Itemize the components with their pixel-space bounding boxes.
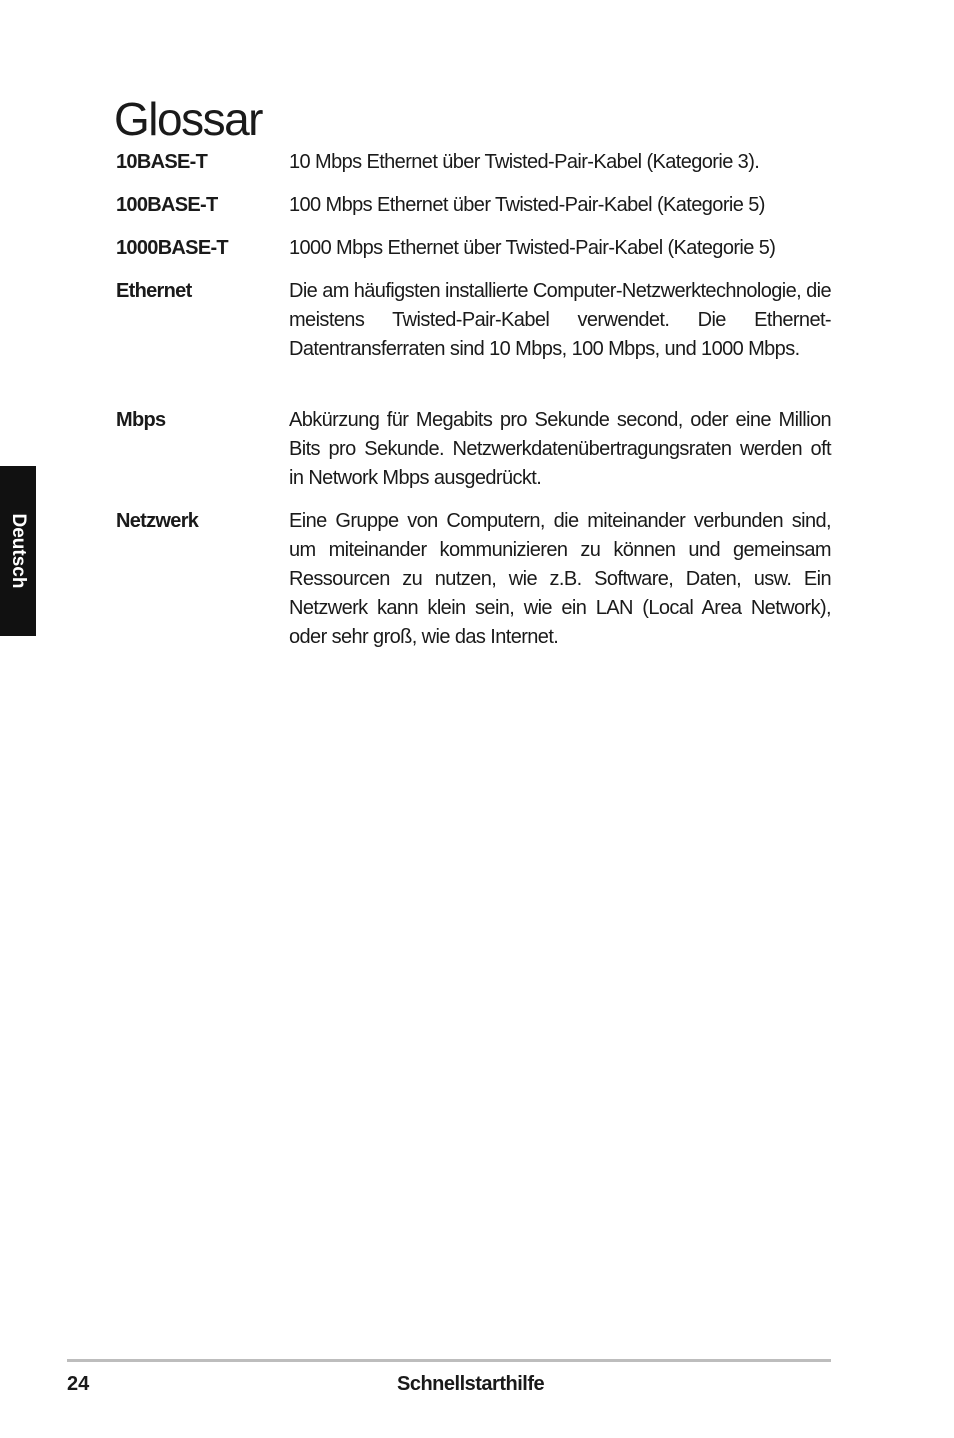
- glossary-definition: Die am häufigsten installierte Computer-Netzwerktechnologie, die meistens Twisted-Pair-Kabel verwendet. Die Ethernet-Datentransferraten sind 10 Mbps, 100 Mbps, und 1000 Mbps.: [289, 280, 831, 360]
- page-title: Glossar: [114, 93, 262, 145]
- glossary-term: Netzwerk: [116, 510, 199, 532]
- glossary-definition: 1000 Mbps Ethernet über Twisted-Pair-Kabel (Kategorie 5): [289, 237, 776, 259]
- glossary-entry-100base-t: [116, 191, 832, 234]
- glossary-term: 1000BASE-T: [116, 237, 228, 259]
- glossary-definition: Eine Gruppe von Computern, die miteinander verbunden sind, um miteinander kommunizieren zu können und gemeinsam Ressourcen zu nutzen, wie z.B. Software, Daten, usw. Ein Netzwerk kann klein sein, wie ein LAN (Local Area Network), oder sehr groß, wie das Internet.: [289, 510, 831, 648]
- glossary-entry-ethernet: [116, 277, 832, 406]
- glossary-entry-1000base-t: [116, 234, 832, 277]
- glossary-term: Mbps: [116, 409, 166, 431]
- glossary-term: 100BASE-T: [116, 194, 218, 216]
- glossary-definition: Abkürzung für Megabits pro Sekunde second, oder eine Million Bits pro Sekunde. Netzwerkdatenübertragungsraten werden oft in Network Mbps ausgedrückt.: [289, 409, 831, 489]
- page-number: 24: [67, 1373, 90, 1395]
- glossary-entry-10base-t: [116, 148, 832, 191]
- language-tab-label: Deutsch: [8, 513, 29, 589]
- glossary-entry-mbps: [116, 406, 832, 507]
- glossary-entry-netzwerk: [116, 507, 832, 652]
- footer-title: Schnellstarthilfe: [397, 1373, 545, 1395]
- footer-divider: [67, 1359, 831, 1362]
- glossary-definition: 10 Mbps Ethernet über Twisted-Pair-Kabel (Kategorie 3).: [289, 151, 760, 173]
- glossary-term: 10BASE-T: [116, 151, 208, 173]
- glossary-definition: 100 Mbps Ethernet über Twisted-Pair-Kabel (Kategorie 5): [289, 194, 765, 216]
- glossary-term: Ethernet: [116, 280, 192, 302]
- glossary-list: [116, 148, 832, 652]
